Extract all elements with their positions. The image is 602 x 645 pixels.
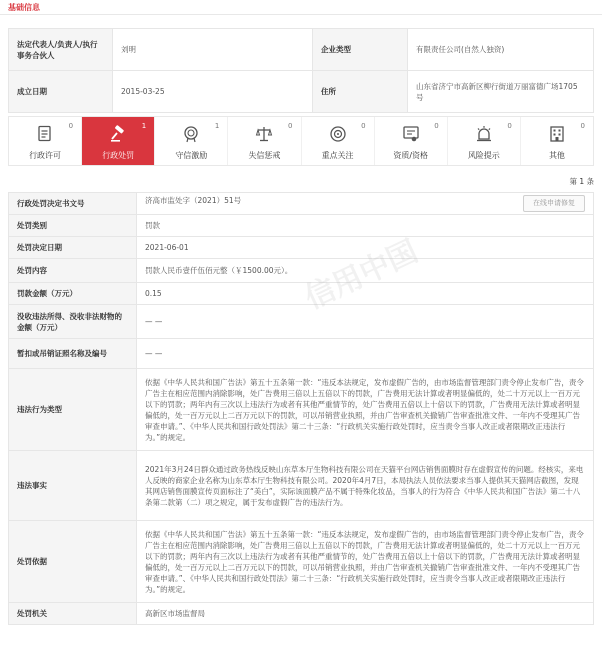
detail-label: 违法行为类型 — [9, 369, 137, 451]
building-icon — [548, 125, 566, 143]
tab-dishonesty-punishment[interactable] — [228, 117, 301, 165]
tab-label: 资质/资格 — [393, 151, 429, 160]
detail-label: 行政处罚决定书文号 — [9, 193, 137, 215]
document-icon — [36, 125, 54, 143]
scale-icon — [255, 125, 273, 143]
record-index: 第 1 条 — [569, 177, 594, 186]
detail-label: 处罚决定日期 — [9, 237, 137, 259]
tab-count: 1 — [214, 122, 220, 130]
watermark: 信用中国 — [299, 233, 424, 317]
tab-label: 行政许可 — [29, 151, 62, 160]
detail-label: 暂扣或吊销证照名称及编号 — [9, 339, 137, 369]
penalty-detail-table — [8, 192, 594, 625]
tab-trust-incentive[interactable] — [155, 117, 228, 165]
tab-count: 0 — [434, 122, 439, 130]
detail-label: 处罚机关 — [9, 603, 137, 625]
tab-count: 0 — [507, 122, 512, 130]
detail-value — [137, 193, 594, 215]
legal-rep-label: 法定代表人/负责人/执行事务合伙人 — [9, 29, 113, 71]
detail-value: 2021-06-01 — [137, 237, 594, 259]
tab-count: 0 — [68, 122, 74, 130]
tab-label: 风险提示 — [467, 151, 500, 160]
category-tabs — [8, 116, 594, 166]
detail-label: 违法事实 — [9, 451, 137, 521]
online-repair-button[interactable]: 在线申请修复 — [523, 195, 585, 212]
tab-label: 失信惩戒 — [248, 151, 281, 160]
tab-other[interactable] — [521, 117, 593, 165]
section-title: 基础信息 — [8, 3, 40, 12]
detail-label: 没收违法所得、没收非法财物的金额（万元） — [9, 305, 137, 339]
detail-label: 处罚依据 — [9, 521, 137, 603]
tab-label: 守信激励 — [175, 151, 208, 160]
detail-value: 依据《中华人民共和国广告法》第五十五条第一款：“违反本法规定，发布虚假广告的，由市场监督管理部门责令停止发布广告，责令广告主在相应范围内消除影响，处广告费用三倍以上五倍以下的罚款，广告费用无法计算或者明显偏低的，处二十万元以上一百万元以下的罚款；两年内有三次以上违法行为或者有其他严重情节的，处广告费用五倍以上十倍以下的罚款，广告费用无法计算或者明显偏低的，处一百万元以上二百万元以下的罚款，可以吊销营业执照，并由广告审查机关撤销广告审查批准文件、一年内不受理其广告审查申请。”、《中华人民共和国行政处罚法》第二十三条：“行政机关实施行政处罚时，应当责令当事人改正或者限期改正违法行为。”的规定。 — [137, 369, 594, 451]
detail-value: 罚款 — [137, 215, 594, 237]
detail-value: 依据《中华人民共和国广告法》第五十五条第一款：“违反本法规定，发布虚假广告的，由市场监督管理部门责令停止发布广告，责令广告主在相应范围内消除影响，处广告费用三倍以上五倍以下的罚款，广告费用无法计算或者明显偏低的，处二十万元以上一百万元以下的罚款；两年内有三次以上违法行为或者有其他严重情节的，处广告费用五倍以上十倍以下的罚款，广告费用无法计算或者明显偏低的，处一百万元以上二百万元以下的罚款，可以吊销营业执照，并由广告审查机关撤销广告审查批准文件、一年内不受理其广告审查申请。”、《中华人民共和国行政处罚法》第二十三条：“行政机关实施行政处罚时，应当责令当事人改正或者限期改正违法行为。”的规定。 — [137, 521, 594, 603]
established-date-value: 2015-03-25 — [113, 71, 313, 113]
medal-icon — [182, 125, 200, 143]
detail-label: 罚款金额（万元） — [9, 283, 137, 305]
tab-count: 0 — [361, 122, 366, 130]
legal-rep-value: 刘明 — [113, 29, 313, 71]
tab-qualification[interactable] — [375, 117, 448, 165]
section-divider — [0, 14, 602, 15]
address-label: 住所 — [313, 71, 408, 113]
address-value: 山东省济宁市高新区柳行街道万丽富德广场1705号 — [408, 71, 594, 113]
alarm-icon — [475, 125, 493, 143]
detail-label: 处罚类别 — [9, 215, 137, 237]
detail-label: 处罚内容 — [9, 259, 137, 283]
detail-value: 高新区市场监督局 — [137, 603, 594, 625]
basic-info-table — [8, 28, 594, 113]
tab-key-attention[interactable] — [302, 117, 375, 165]
tab-count: 0 — [580, 122, 585, 130]
detail-value: 罚款人民币壹仟伍佰元整（￥1500.00元）。 — [137, 259, 594, 283]
tab-count: 1 — [141, 122, 147, 130]
tab-administrative-penalty[interactable] — [82, 117, 155, 165]
gavel-icon — [109, 125, 127, 143]
certificate-icon — [402, 125, 420, 143]
detail-value: 0.15 — [137, 283, 594, 305]
tab-administrative-license[interactable] — [9, 117, 82, 165]
tab-label: 行政处罚 — [102, 151, 135, 160]
tab-label: 其他 — [548, 151, 565, 160]
detail-value: — — — [137, 305, 594, 339]
decision-number: 济高市监处字（2021）51号 — [145, 196, 242, 205]
established-date-label: 成立日期 — [9, 71, 113, 113]
tab-label: 重点关注 — [321, 151, 354, 160]
detail-value: 2021年3月24日群众通过政务热线反映山东草本厅生物科技有限公司在天猫平台网店销售面膜时存在虚假宣传的问题。经核实，来电人反映的商家企业名称为山东草本厅生物科技有限公司。2020年4月7日，本局执法人员依法要求当事人提供其天猫网店截图，发现其网店销售面膜宣传页面标注了“美白”，实际该面膜产品不属于特殊化妆品，当事人的行为符合《中华人民共和国广告法》第二十八条第二款第（二）项之规定，属于发布虚假广告的违法行为。 — [137, 451, 594, 521]
detail-value: — — — [137, 339, 594, 369]
target-icon — [329, 125, 347, 143]
tab-count: 0 — [288, 122, 293, 130]
tab-risk-warning[interactable] — [448, 117, 521, 165]
enterprise-type-label: 企业类型 — [313, 29, 408, 71]
enterprise-type-value: 有限责任公司(自然人独资) — [408, 29, 594, 71]
